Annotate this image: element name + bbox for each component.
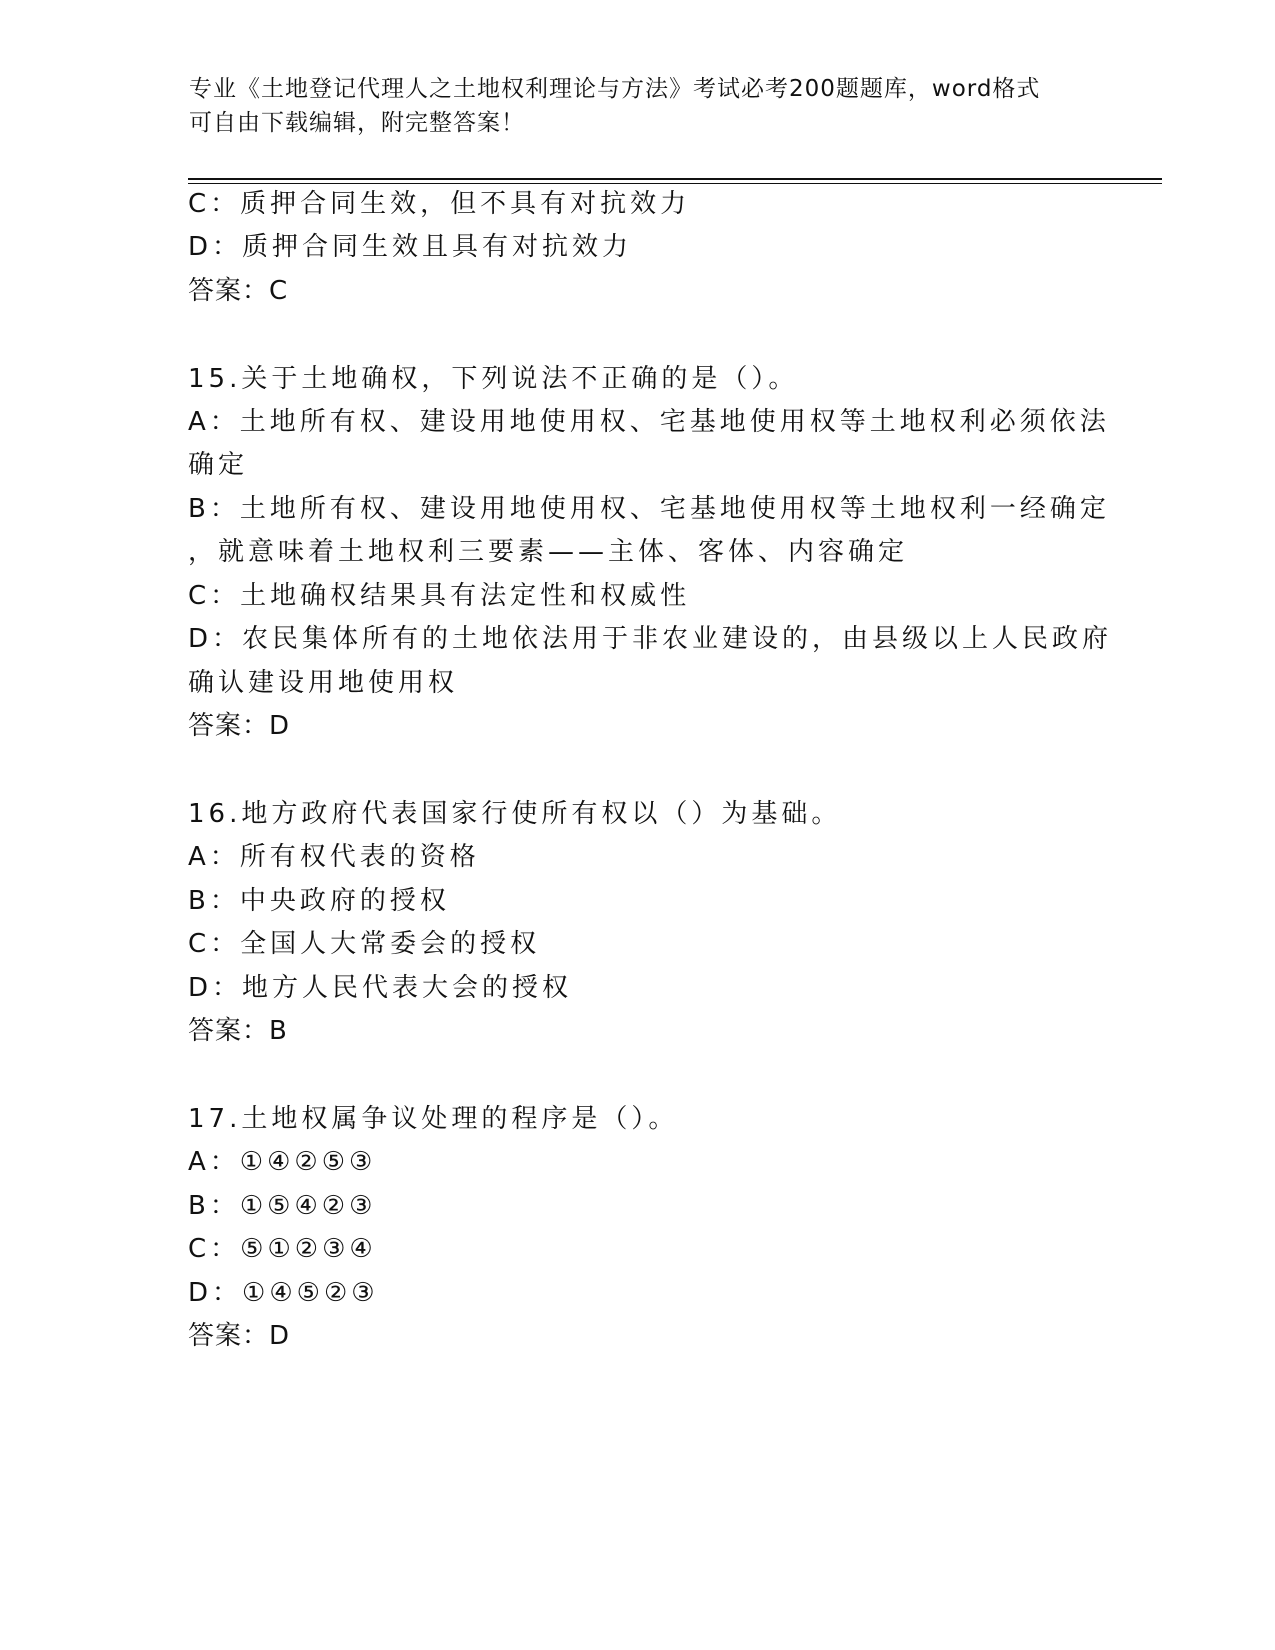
document-header bbox=[189, 72, 1089, 140]
question-16-answer: 答案：B bbox=[188, 1016, 288, 1046]
question-15-option-d-line-2: 确认建设用地使用权 bbox=[188, 668, 459, 698]
question-17-answer: 答案：D bbox=[188, 1321, 291, 1351]
prev-option-d: D：质押合同生效且具有对抗效力 bbox=[188, 232, 633, 262]
question-17-option-a: A：①④②⑤③ bbox=[188, 1147, 377, 1177]
question-17-option-c: C：⑤①②③④ bbox=[188, 1234, 377, 1264]
header-divider-thick bbox=[188, 178, 1162, 180]
question-17-option-d: D：①④⑤②③ bbox=[188, 1278, 379, 1308]
header-divider-thin bbox=[188, 183, 1162, 184]
question-15-text: 15.关于土地确权，下列说法不正确的是（）。 bbox=[188, 364, 799, 394]
question-16-option-a: A：所有权代表的资格 bbox=[188, 842, 480, 872]
question-15-option-b-line-2: ，就意味着土地权利三要素——主体、客体、内容确定 bbox=[188, 537, 909, 567]
prev-option-c: C：质押合同生效，但不具有对抗效力 bbox=[188, 189, 691, 219]
question-15-option-a-line-1: A：土地所有权、建设用地使用权、宅基地使用权等土地权利必须依法 bbox=[188, 407, 1110, 437]
header-line-2: 可自由下载编辑，附完整答案！ bbox=[189, 110, 525, 136]
question-16-option-b: B：中央政府的授权 bbox=[188, 886, 450, 916]
question-16-text: 16.地方政府代表国家行使所有权以（）为基础。 bbox=[188, 799, 842, 829]
question-16-option-c: C：全国人大常委会的授权 bbox=[188, 929, 541, 959]
header-line-1: 专业《土地登记代理人之土地权利理论与方法》考试必考200题题库，word格式 bbox=[189, 76, 1041, 102]
question-15-option-d-line-1: D：农民集体所有的土地依法用于非农业建设的，由县级以上人民政府 bbox=[188, 624, 1113, 654]
question-17-text: 17.土地权属争议处理的程序是（）。 bbox=[188, 1104, 679, 1134]
question-15-option-c: C：土地确权结果具有法定性和权威性 bbox=[188, 581, 691, 611]
question-15-option-a-line-2: 确定 bbox=[188, 450, 249, 480]
question-15-option-b-line-1: B：土地所有权、建设用地使用权、宅基地使用权等土地权利一经确定 bbox=[188, 494, 1110, 524]
question-15-answer: 答案：D bbox=[188, 711, 291, 741]
prev-answer: 答案：C bbox=[188, 276, 289, 306]
question-17-option-b: B：①⑤④②③ bbox=[188, 1191, 377, 1221]
question-16-option-d: D：地方人民代表大会的授权 bbox=[188, 973, 573, 1003]
